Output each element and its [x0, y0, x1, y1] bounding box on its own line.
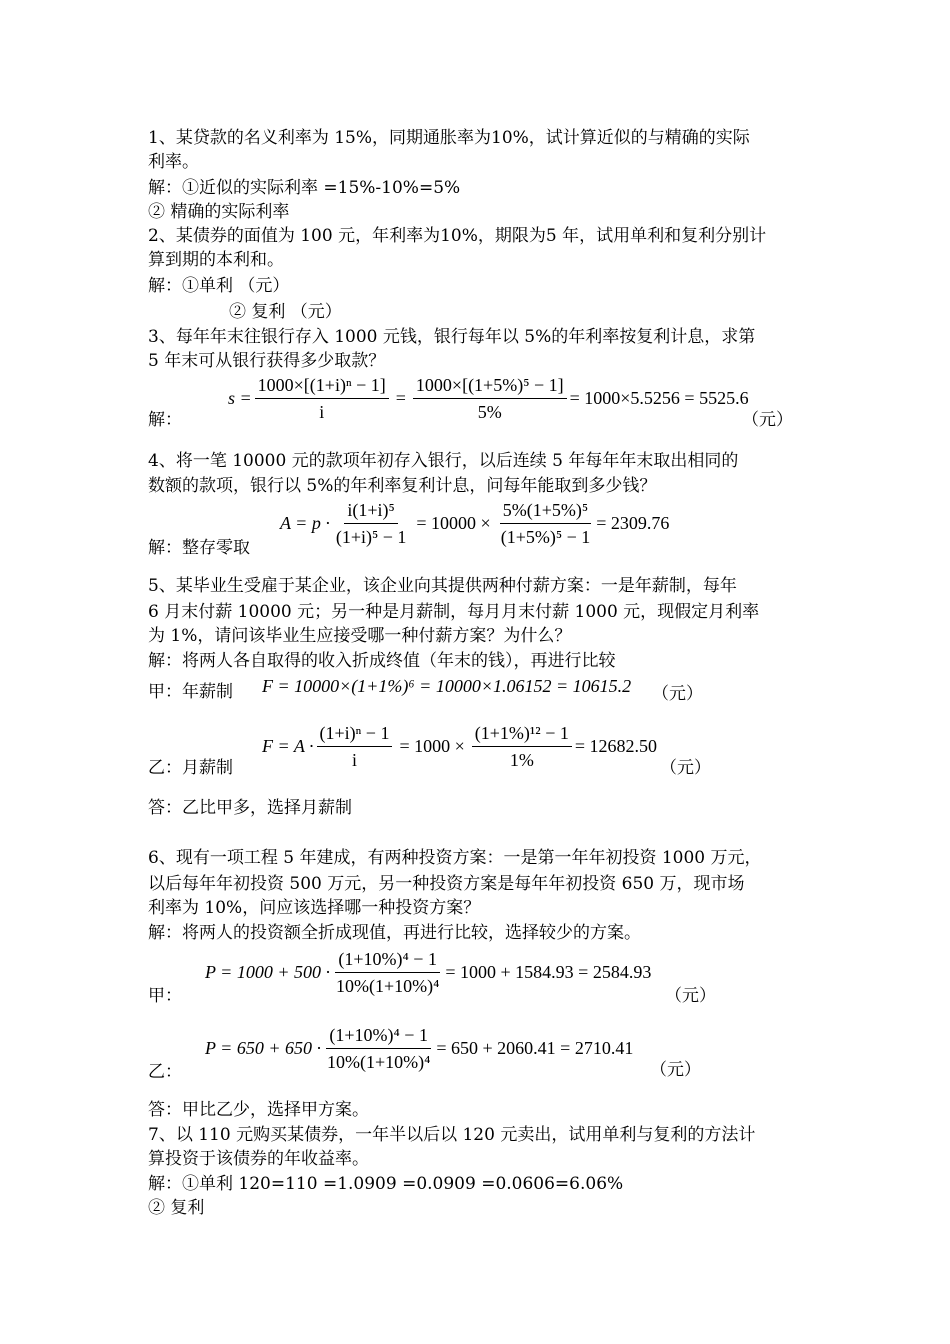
q6-line-1: 6、现有一项工程 5 年建成，有两种投资方案：一是第一年年初投资 1000 万元，: [148, 848, 762, 868]
a5-jia-label: 甲：年薪制: [148, 682, 233, 702]
a2-compound: ② 复利 （元）: [229, 302, 342, 322]
a6-jia-label: 甲：: [148, 986, 182, 1006]
unit-label: （元）: [652, 684, 703, 704]
formula-q5-monthly: F = A · $\frac{\text{(1+i)ⁿ − 1}}{i}$ = 1000 × $\frac{\text{(1+1\%)¹² − 1}}{1\%}$ = 12682.50: [262, 723, 658, 770]
a7-simple: 解：①单利 120=110 =1.0909 =0.0909 =0.0606=6.06%: [148, 1174, 624, 1194]
a5-yi-label: 乙：月薪制: [148, 758, 233, 778]
a6-yi-label: 乙：: [148, 1062, 182, 1082]
a6-method: 解：将两人的投资额全折成现值，再进行比较，选择较少的方案。: [148, 923, 641, 943]
q7-line-2: 算投资于该债券的年收益率。: [148, 1149, 369, 1169]
q3-line-1: 3、每年年末往银行存入 1000 元钱，银行每年以 5%的年利率按复利计息，求第: [148, 327, 756, 347]
q5-line-2: 6 月末付薪 10000 元；另一种是月薪制，每月月末付薪 1000 元，现假定月利率: [148, 602, 760, 622]
formula-q3: s = $\frac{\text{1000×[(1+i)ⁿ − 1]}}{i}$ = $\frac{\text{1000×[(1+5\%)⁵ − 1]}}{5\%}$ = 1000×5.5256 = 5525.6: [228, 375, 749, 422]
q4-line-1: 4、将一笔 10000 元的款项年初存入银行，以后连续 5 年每年年末取出相同的: [148, 451, 739, 471]
a6-answer: 答：甲比乙少，选择甲方案。: [148, 1100, 369, 1120]
a7-compound: ② 复利: [148, 1198, 205, 1218]
q6-line-2: 以后每年年初投资 500 万元，另一种投资方案是每年年初投资 650 万，现市场: [148, 874, 745, 894]
unit-label: （元）: [742, 410, 793, 430]
formula-q6-plan-a: P = 1000 + 500 · $\frac{\text{(1+10\%)⁴ − 1}}{\text{10\%(1+10\%)⁴}}$ = 1000 + 1584.93 = 2584.93: [205, 949, 652, 996]
unit-label: （元）: [660, 758, 711, 778]
unit-label: （元）: [650, 1060, 701, 1080]
q2-line-2: 算到期的本利和。: [148, 250, 284, 270]
a5-method: 解：将两人各自取得的收入折成终值（年末的钱），再进行比较: [148, 651, 616, 671]
a3-label: 解：: [148, 410, 182, 430]
a4-label: 解：整存零取: [148, 538, 250, 558]
a1-approx: 解：①近似的实际利率 =15%-10%=5%: [148, 178, 461, 198]
q3-line-2: 5 年末可从银行获得多少取款？: [148, 351, 386, 371]
a5-answer: 答：乙比甲多，选择月薪制: [148, 798, 352, 818]
formula-q5-annual: F = 10000×(1+1%)⁶ = 10000×1.06152 = 10615.2: [262, 676, 632, 696]
q6-line-3: 利率为 10%，问应该选择哪一种投资方案？: [148, 898, 481, 918]
q5-line-3: 为 1%，请问该毕业生应接受哪一种付薪方案？为什么？: [148, 626, 572, 646]
formula-q6-plan-b: P = 650 + 650 · $\frac{\text{(1+10\%)⁴ − 1}}{\text{10\%(1+10\%)⁴}}$ = 650 + 2060.41 = 2710.41: [205, 1025, 634, 1072]
q4-line-2: 数额的款项，银行以 5%的年利率复利计息，问每年能取到多少钱？: [148, 476, 657, 496]
q1-line-2: 利率。: [148, 152, 199, 172]
formula-q4: A = p · $\frac{\text{i(1+i)⁵}}{\text{(1+i)⁵ − 1}}$ = 10000 × $\frac{\text{5\%(1+5\%)⁵}}{\text{(1+5\%)⁵ − 1}}$ = 2309.76: [280, 500, 670, 547]
a1-exact: ② 精确的实际利率: [148, 202, 290, 222]
unit-label: （元）: [665, 986, 716, 1006]
q2-line-1: 2、某债券的面值为 100 元，年利率为10%，期限为5 年，试用单利和复利分别计: [148, 226, 767, 246]
a2-simple: 解：①单利 （元）: [148, 276, 290, 296]
q1-line-1: 1、某贷款的名义利率为 15%，同期通胀率为10%，试计算近似的与精确的实际: [148, 128, 750, 148]
q5-line-1: 5、某毕业生受雇于某企业，该企业向其提供两种付薪方案：一是年薪制，每年: [148, 576, 737, 596]
q7-line-1: 7、以 110 元购买某债券，一年半以后以 120 元卖出，试用单利与复利的方法计: [148, 1125, 756, 1145]
